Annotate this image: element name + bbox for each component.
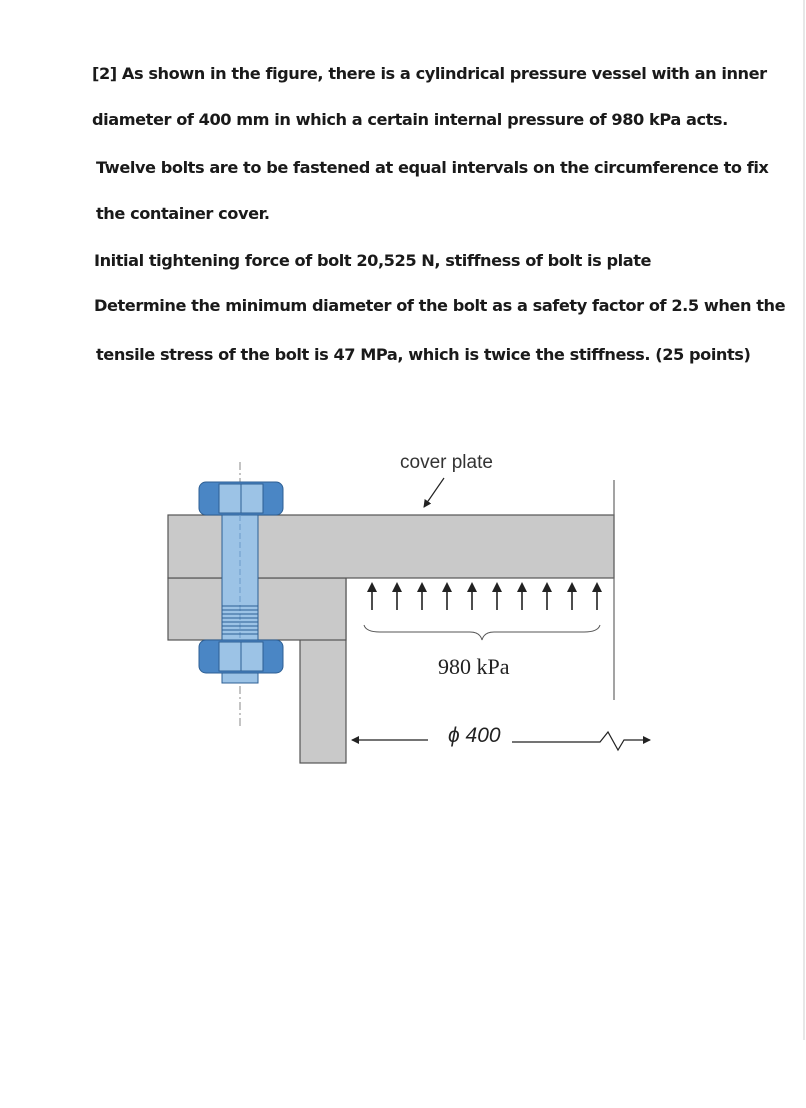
pressure-brace <box>364 625 600 640</box>
problem-line-5: Initial tightening force of bolt 20,525 N, stiffness of bolt is plate <box>94 251 652 270</box>
problem-line-4: the container cover. <box>96 204 270 223</box>
problem-line-1: [2] As shown in the figure, there is a cylindrical pressure vessel with an inner <box>92 64 767 83</box>
pressure-label: 980 kPa <box>438 654 510 679</box>
cover-plate-leader <box>424 478 444 507</box>
diameter-arrow-right <box>512 732 650 750</box>
problem-line-7: tensile stress of the bolt is 47 MPa, which is twice the stiffness. (25 points) <box>96 345 751 364</box>
problem-line-3: Twelve bolts are to be fastened at equal intervals on the circumference to fix <box>96 158 769 177</box>
cover-plate-label: cover plate <box>400 452 493 473</box>
diameter-label: ϕ 400 <box>448 724 501 747</box>
pressure-arrows <box>367 582 602 610</box>
problem-line-2: diameter of 400 mm in which a certain internal pressure of 980 kPa acts. <box>92 110 728 129</box>
problem-line-6: Determine the minimum diameter of the bolt as a safety factor of 2.5 when the <box>94 296 786 315</box>
